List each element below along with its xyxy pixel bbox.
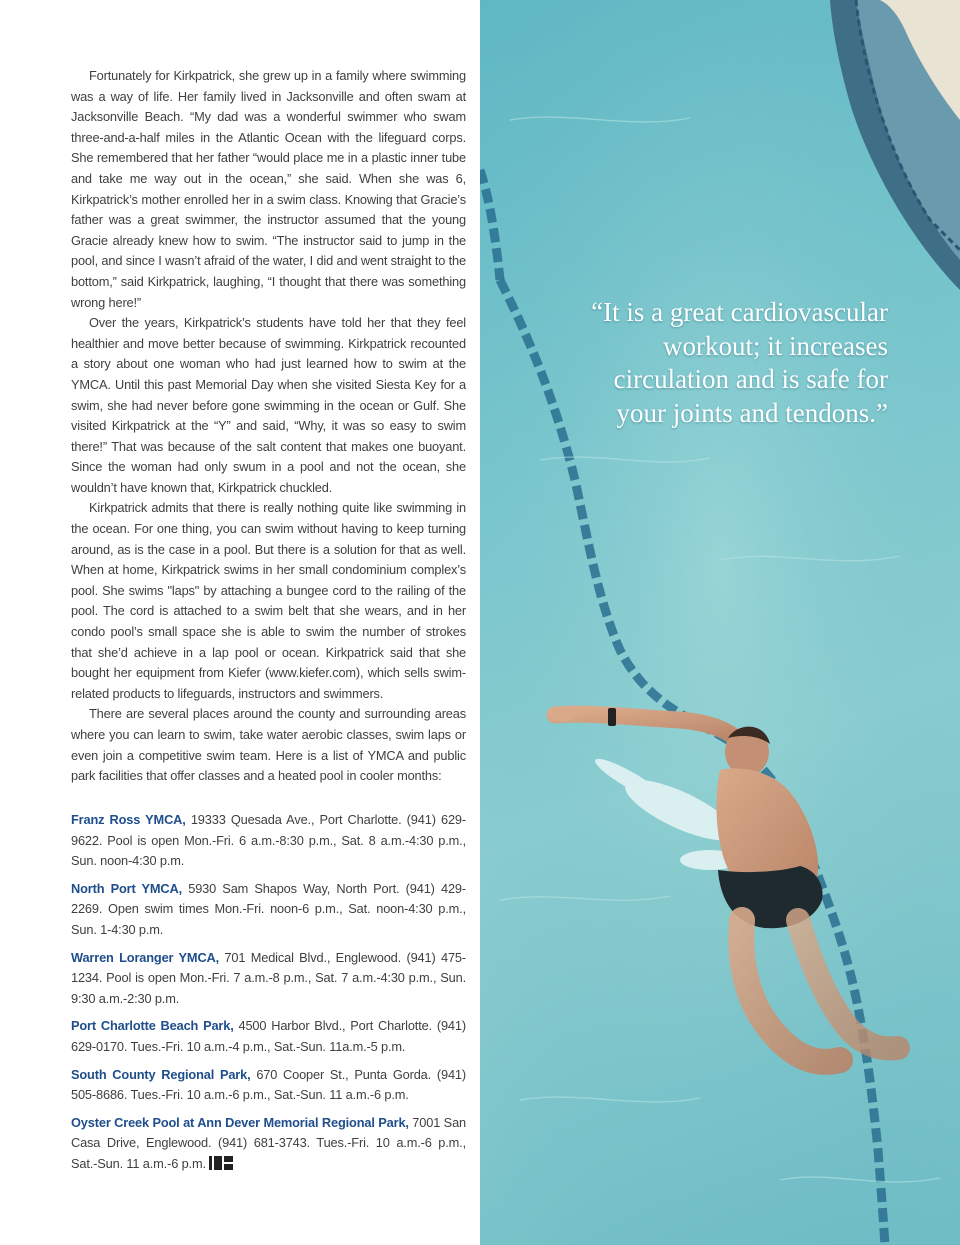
listing-name: Port Charlotte Beach Park, bbox=[71, 1018, 234, 1034]
article-paragraph: Kirkpatrick admits that there is really nothing quite like swimming in the ocean. For one thing, you can swim without having to keep turning around, as is the case in a pool. But there is a solution for that as well. When at home, Kirkpatrick swims in her small condominium complex’s pool. She swims "laps" by attaching a bungee cord to the railing of the pool. The cord is attached to a swim belt that she wears, and in her condo pool’s small space she is able to swim the number of strokes that she’d achieve in a lap pool or ocean. Kirkpatrick said that she bought her equipment from Kiefer (www.kiefer.com), which sells swim-related products to lifeguards, instructors and swimmers. bbox=[71, 500, 466, 701]
listing-details: 7001 San Casa Drive, Englewood. (941) 681-3743. Tues.-Fri. 10 a.m.-6 p.m., Sat.-Sun. 11 a.m.-6 p.m. bbox=[71, 1114, 466, 1171]
pool-illustration bbox=[480, 0, 960, 1245]
listing-port-charlotte-beach-park bbox=[71, 1016, 466, 1057]
listing-details: 701 Medical Blvd., Englewood. (941) 475-1234. Pool is open Mon.-Fri. 7 a.m.-8 p.m., Sat. 7 a.m.-4:30 p.m., Sun. 9:30 a.m.-2:30 p.m. bbox=[71, 949, 466, 1006]
listing-oyster-creek-pool bbox=[71, 1113, 466, 1175]
listing-name: North Port YMCA, bbox=[71, 880, 183, 896]
listing-franz-ross-ymca bbox=[71, 810, 466, 872]
listing-south-county-regional-park bbox=[71, 1065, 466, 1106]
article-paragraph: There are several places around the county and surrounding areas where you can learn to swim, take water aerobic classes, swim laps or even join a competitive swim team. Here is a list of YMCA and public park facilities that offer classes and a heated pool in cooler months: bbox=[71, 706, 466, 784]
article-body bbox=[71, 66, 466, 787]
listing-details: 4500 Harbor Blvd., Port Charlotte. (941) 629-0170. Tues.-Fri. 10 a.m.-4 p.m., Sat.-Sun. 11a.m.-5 p.m. bbox=[71, 1018, 466, 1054]
article-paragraph: Over the years, Kirkpatrick’s students have told her that they feel healthier and move better because of swimming. Kirkpatrick recounted a story about one woman who had just learned how to swim at the YMCA. Until this past Memorial Day when she visited Siesta Key for a swim, she had never before gone swimming in the ocean or Gulf. She visited Kirkpatrick at the “Y” and said, “Why, it was so easy to swim there!” That was because of the salt content that makes one buoyant. Since the woman had only swum in a pool and not the ocean, she wouldn’t have known that, Kirkpatrick chuckled. bbox=[71, 315, 466, 495]
article-paragraph: Fortunately for Kirkpatrick, she grew up in a family where swimming was a way of life. Her family lived in Jacksonville and often swam at Jacksonville Beach. “My dad was a wonderful swimmer who swam three-and-a-half miles in the Atlantic Ocean with the lifeguard corps. She remembered that her father “would place me in a plastic inner tube and take me way out in the ocean,” she said. When she was 6, Kirkpatrick’s mother enrolled her in a swim class. Knowing that Gracie’s father was a great swimmer, the instructor assumed that the young Gracie already knew how to swim. “The instructor said to jump in the pool, and since I wasn’t afraid of the water, I did and went straight to the bottom,” said Kirkpatrick, laughing, “I thought that there was something wrong here!” bbox=[71, 68, 466, 310]
listing-name: Warren Loranger YMCA, bbox=[71, 949, 220, 965]
listing-name: Franz Ross YMCA, bbox=[71, 812, 186, 827]
swimmer-photo bbox=[480, 0, 960, 1245]
listing-details: 5930 Sam Shapos Way, North Port. (941) 429-2269. Open swim times Mon.-Fri. noon-6 p.m., Sat. noon-4:30 p.m., Sun. 1-4:30 p.m. bbox=[71, 880, 466, 937]
listing-details: 19333 Quesada Ave., Port Charlotte. (941) 629-9622. Pool is open Mon.-Fri. 6 a.m.-8:30 p.m., Sat. 8 a.m.-4:30 p.m., Sun. noon-4:30 p.m. bbox=[71, 812, 466, 869]
listing-name: South County Regional Park, bbox=[71, 1066, 251, 1082]
listing-warren-loranger-ymca bbox=[71, 948, 466, 1010]
facility-listings bbox=[71, 810, 466, 1182]
magazine-end-mark-icon bbox=[209, 1156, 233, 1170]
pull-quote: “It is a great cardiovascular workout; it increases circulation and is safe for your joints and tendons.” bbox=[591, 297, 888, 428]
listing-name: Oyster Creek Pool at Ann Dever Memorial Regional Park, bbox=[71, 1114, 409, 1130]
listing-north-port-ymca bbox=[71, 879, 466, 941]
listing-details: 670 Cooper St., Punta Gorda. (941) 505-8686. Tues.-Fri. 10 a.m.-6 p.m., Sat.-Sun. 11 a.m.-6 p.m. bbox=[71, 1066, 466, 1103]
